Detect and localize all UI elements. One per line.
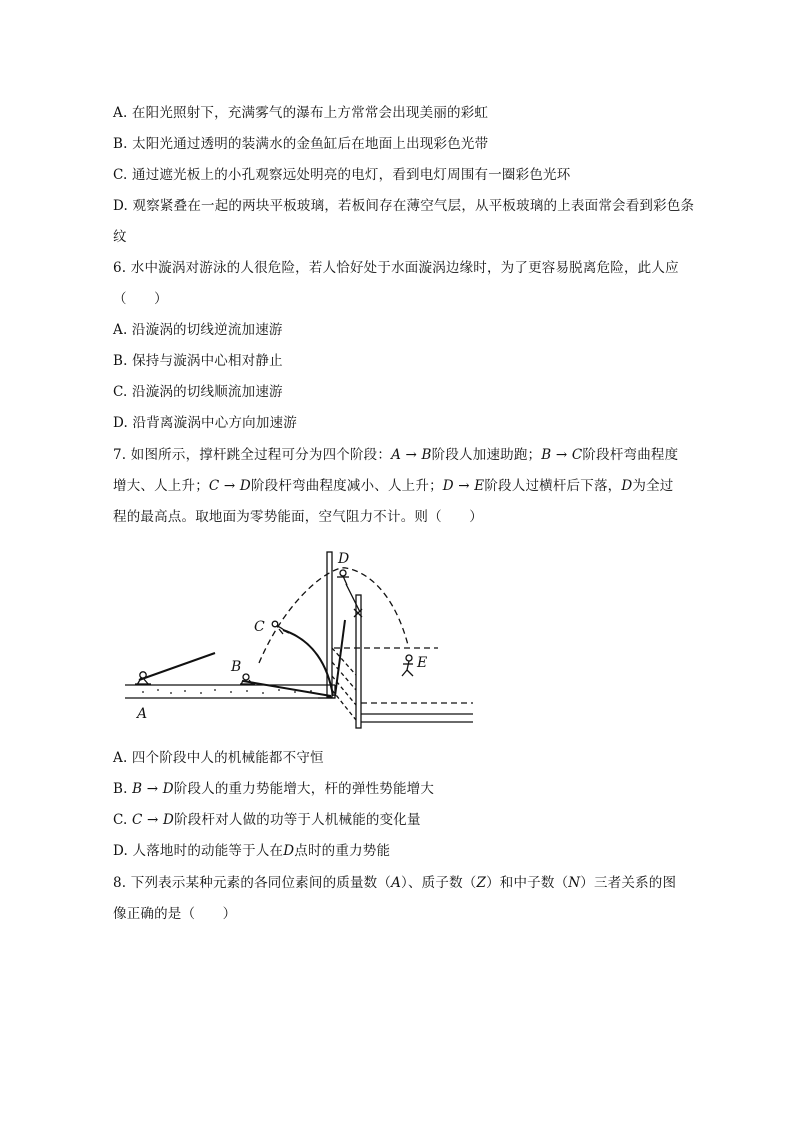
- q7-stem-line2: [113, 477, 713, 495]
- math-d-to-e: D → E: [442, 478, 485, 494]
- q5-option-c: C. 通过遮光板上的小孔观察远处明亮的电灯，看到电灯周围有一圈彩色光环: [113, 167, 571, 183]
- q7-stem-text: 增大、人上升；: [113, 478, 209, 494]
- athlete-d: [337, 570, 360, 612]
- pole-b: [243, 681, 331, 696]
- q8-stem-text: 8. 下列表示某种元素的各同位素间的质量数（: [113, 875, 392, 891]
- q6-option-a: A. 沿漩涡的切线逆流加速游: [113, 322, 283, 338]
- q8-stem-text: ）、质子数（: [401, 875, 477, 891]
- q7-stem-text: 阶段人过横杆后下落，: [484, 478, 622, 494]
- q7-stem-line1: [113, 446, 713, 464]
- q7-stem-line3: 程的最高点。取地面为零势能面，空气阻力不计。则（ ）: [113, 509, 483, 525]
- q5-option-d-line1: D. 观察紧叠在一起的两块平板玻璃，若板间存在薄空气层，从平板玻璃的上表面常会看到彩色条: [113, 198, 695, 214]
- q7-option-b: [113, 780, 713, 798]
- q7-stem-text: 为全过: [632, 478, 674, 494]
- math-a-to-b: A → B: [391, 447, 432, 463]
- q8-stem-text: ）和中子数（: [486, 875, 569, 891]
- q7-option-b-prefix: B.: [113, 781, 133, 797]
- q6-option-c: C. 沿漩涡的切线顺流加速游: [113, 384, 283, 400]
- q7-stem-text: 7. 如图所示，撑杆跳全过程可分为四个阶段：: [113, 447, 392, 463]
- math-b-to-d: B → D: [132, 781, 174, 797]
- q7-option-d-prefix: D. 人落地时的动能等于人在: [113, 843, 284, 859]
- q7-option-d: [113, 842, 713, 860]
- pole-c-bent: [283, 630, 333, 696]
- label-d: D: [338, 551, 350, 567]
- q6-option-b: B. 保持与漩涡中心相对静止: [113, 353, 283, 369]
- q7-option-c-prefix: C.: [113, 812, 133, 828]
- q7-stem-text: 阶段杆弯曲程度: [582, 447, 679, 463]
- q6-bracket: （ ）: [113, 291, 168, 307]
- q8-stem-line1: [113, 874, 713, 892]
- math-c-to-d: C → D: [208, 478, 251, 494]
- q7-option-c: [113, 811, 713, 829]
- math-mass-number: A: [391, 875, 402, 891]
- pole-d: [335, 620, 345, 696]
- q5-option-d-line2: 纹: [113, 229, 127, 245]
- q6-option-d: D. 沿背离漩涡中心方向加速游: [113, 415, 297, 431]
- q5-option-b: B. 太阳光通过透明的装满水的金鱼缸后在地面上出现彩色光带: [113, 136, 489, 152]
- q8-stem-text: ）三者关系的图: [580, 875, 677, 891]
- math-d: D: [283, 843, 295, 859]
- q7-option-d-text: 点时的重力势能: [294, 843, 391, 859]
- q5-option-a: A. 在阳光照射下，充满雾气的瀑布上方常常会出现美丽的彩虹: [113, 105, 489, 121]
- pole-a: [139, 653, 215, 680]
- label-e: E: [417, 655, 428, 671]
- q6-stem: 6. 水中漩涡对游泳的人很危险，若人恰好处于水面漩涡边缘时，为了更容易脱离危险，此人应: [113, 260, 679, 276]
- math-proton-number: Z: [476, 875, 487, 891]
- math-b-to-c: B → C: [541, 447, 583, 463]
- label-b: B: [231, 659, 242, 675]
- label-a: A: [137, 706, 148, 722]
- math-c-to-d: C → D: [132, 812, 175, 828]
- q8-stem-line2: 像正确的是（ ）: [113, 906, 237, 922]
- pole-vault-figure: [113, 540, 493, 730]
- q7-option-a: A. 四个阶段中人的机械能都不守恒: [113, 750, 324, 766]
- q7-stem-text: 阶段人加速助跑；: [431, 447, 542, 463]
- runway-dots: [142, 689, 312, 694]
- math-neutron-number: N: [568, 875, 581, 891]
- math-d: D: [621, 478, 633, 494]
- q7-option-c-text: 阶段杆对人做的功等于人机械能的变化量: [174, 812, 421, 828]
- q7-stem-text: 阶段杆弯曲程度减小、人上升；: [250, 478, 443, 494]
- athlete-e: [402, 655, 413, 676]
- label-c: C: [254, 619, 265, 635]
- q7-option-b-text: 阶段人的重力势能增大，杆的弹性势能增大: [173, 781, 435, 797]
